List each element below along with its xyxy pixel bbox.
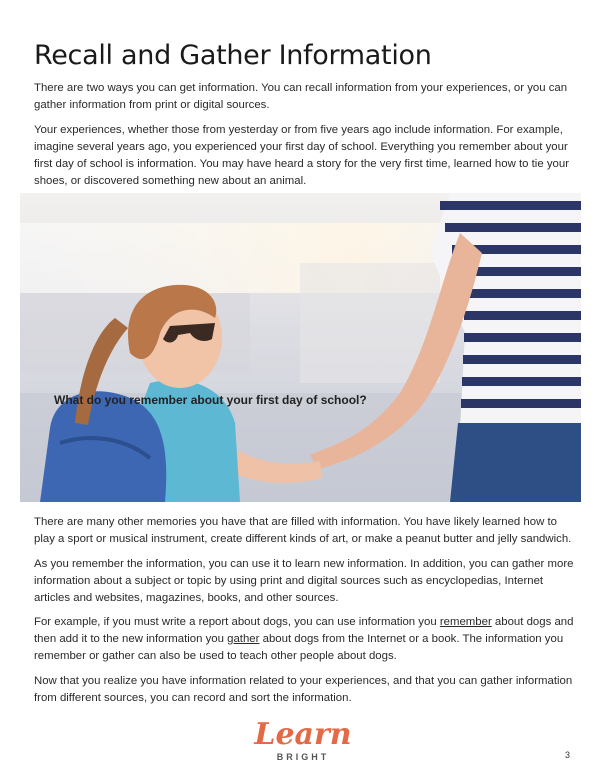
page-number: 3: [565, 750, 571, 760]
paragraph-intro: There are two ways you can get information. You can recall information from your experiences, or you can gather information from print or digital sources.: [34, 82, 568, 111]
photo-caption: What do you remember about your first day of school?: [54, 393, 367, 407]
text-span: about dogs from the Internet or a book. The information you remember or gather can also be used to teach other people about dogs.: [34, 633, 564, 662]
underlined-remember: remember: [439, 616, 492, 628]
paragraph-experiences: Your experiences, whether those from yesterday or from five years ago include information. For example, imagine several years ago, you experienced your first day of school. Everything you remember about your first day of school is information. You may have heard a story for the very first time, learned how to tie your shoes, or discovered something new about an animal.: [34, 124, 569, 187]
underlined-gather: gather: [227, 633, 260, 645]
logo-wordmark: Learn: [254, 717, 352, 752]
logo-subtitle: BRIGHT: [276, 752, 330, 762]
page-title: Recall and Gather Information: [34, 40, 432, 71]
paragraph-gather-sources: As you remember the information, you can use it to learn new information. In addition, you can gather more information about a subject or topic by using print and digital sources such as encyclopedias, Internet articles and websites, magazines, books, and other sources.: [34, 558, 574, 604]
paragraph-memories: There are many other memories you have that are filled with information. You have likely learned how to play a sport or musical instrument, create different kinds of art, or make a peanut butter and jelly sandwich.: [34, 516, 572, 545]
learn-bright-logo: [248, 718, 358, 768]
jeans: [450, 423, 581, 502]
text-span: about dogs and then add it to the new information you: [34, 616, 574, 645]
photo-illustration: [20, 193, 581, 502]
photo-first-day-of-school: [20, 193, 581, 502]
paragraph-conclusion: Now that you realize you have information related to your experiences, and that you can gather information from different sources, you can record and sort the information.: [34, 675, 573, 704]
paragraph-dogs-example: [34, 614, 574, 665]
text-span: For example, if you must write a report about dogs, you can use information you: [34, 616, 440, 628]
